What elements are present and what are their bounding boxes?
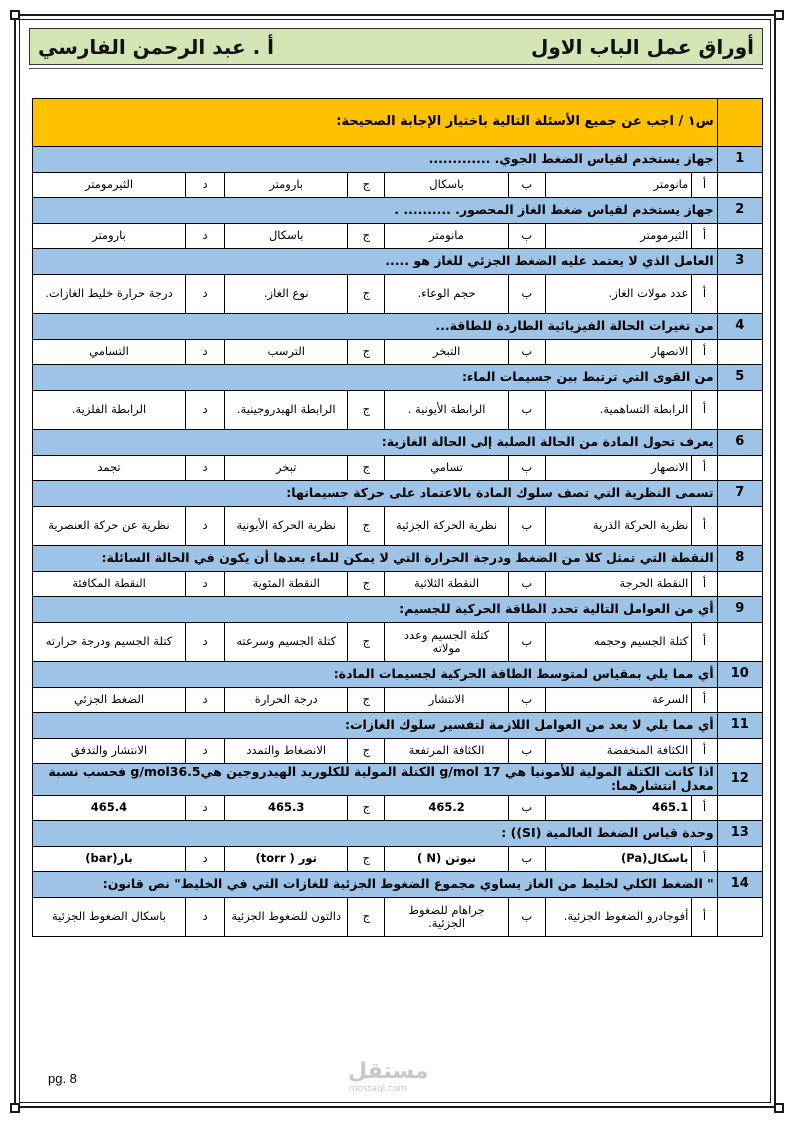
option-a[interactable]: الانصهار [545,340,692,365]
option-b[interactable]: التبخر [385,340,508,365]
question-number: 10 [717,662,762,688]
option-b[interactable]: حجم الوعاء. [385,275,508,314]
watermark-url: mostaql.com [348,1084,408,1094]
option-a[interactable]: كتلة الجسيم وحجمه [545,623,692,662]
option-letter: ج [348,275,385,314]
options-row [33,795,763,820]
option-b[interactable]: الانتشار [385,688,508,713]
option-letter: ب [508,795,545,820]
option-d[interactable]: 465.4 [33,795,186,820]
option-a[interactable]: الثيرمومتر [545,224,692,249]
option-c[interactable]: الانضغاط والتمدد [225,739,348,764]
question-row [33,147,763,173]
option-letter: أ [692,795,717,820]
question-text: اذا كانت الكتلة المولية للأمونيا هي g/mol 17 الكتلة المولية للكلوريد الهيدروجين هيg/mol36.5 فحسب نسبة معدل انتشارهما: [33,764,718,796]
question-number: 9 [717,597,762,623]
option-d[interactable]: باسكال الضغوط الجزئية [33,897,186,936]
option-b[interactable]: الكثافة المرتفعة [385,739,508,764]
instruction-text: س١ / اجب عن جميع الأسئلة التالية باختيار الإجابة الصحيحة: [33,99,718,147]
option-letter: ج [348,456,385,481]
option-d[interactable]: الضغط الجزئي [33,688,186,713]
option-b[interactable]: باسكال [385,173,508,198]
option-a[interactable]: مانومتر [545,173,692,198]
watermark [348,1059,429,1094]
option-a[interactable]: باسكال(Pa) [545,846,692,871]
teacher-name: أ . عبد الرحمن الفارسي [38,34,274,59]
question-text: أي من العوامل التالية تحدد الطاقة الحركية للجسيم: [33,597,718,623]
options-row [33,688,763,713]
question-text: النقطة التي تمثل كلا من الضغط ودرجة الحرارة التي لا يمكن للماء بعدها أن يكون في الحالة السائلة: [33,546,718,572]
option-letter: أ [692,507,717,546]
option-c[interactable]: باسكال [225,224,348,249]
options-row [33,340,763,365]
question-row [33,314,763,340]
options-row [33,897,763,936]
option-d[interactable]: التسامي [33,340,186,365]
option-letter: ج [348,340,385,365]
option-letter: ج [348,795,385,820]
option-letter: ج [348,173,385,198]
option-c[interactable]: تور ( torr) [225,846,348,871]
option-b[interactable]: نيوتن (N ) [385,846,508,871]
option-b[interactable]: الرابطة الأيونية . [385,391,508,430]
option-letter: ب [508,173,545,198]
option-d[interactable]: الانتشار والتدفق [33,739,186,764]
question-row [33,198,763,224]
option-letter: أ [692,572,717,597]
options-row [33,572,763,597]
option-letter: ب [508,391,545,430]
option-letter: ب [508,507,545,546]
option-letter: ج [348,507,385,546]
option-a[interactable]: عدد مولات الغاز. [545,275,692,314]
option-letter: د [185,224,224,249]
option-letter: د [185,391,224,430]
question-number: 1 [717,147,762,173]
option-a[interactable]: 465.1 [545,795,692,820]
option-letter: أ [692,275,717,314]
option-c[interactable]: تبخر [225,456,348,481]
question-row [33,249,763,275]
option-letter: ج [348,572,385,597]
question-text: من القوى التي ترتبط بين جسيمات الماء: [33,365,718,391]
option-c[interactable]: كتلة الجسيم وسرعته [225,623,348,662]
option-b[interactable]: النقطة الثلاثية [385,572,508,597]
option-letter: د [185,275,224,314]
option-letter: ب [508,572,545,597]
option-d[interactable]: بار(bar) [33,846,186,871]
option-b[interactable]: جراهام للضغوط الجزئية. [385,897,508,936]
options-row [33,391,763,430]
watermark-logo-text: مستقل [348,1059,429,1084]
options-row [33,623,763,662]
question-row [33,820,763,846]
question-text: تسمى النظرية التي تصف سلوك المادة بالاعتماد على حركة جسيماتها: [33,481,718,507]
option-letter: د [185,739,224,764]
question-text: من تغيرات الحالة الفيزيائية الطاردة للطاقة... [33,314,718,340]
option-letter: ب [508,275,545,314]
question-row [33,662,763,688]
corner-ornament [774,1103,784,1113]
option-letter: ج [348,688,385,713]
option-c[interactable]: درجة الحرارة [225,688,348,713]
questions-table [32,98,763,937]
options-row [33,456,763,481]
option-letter: أ [692,456,717,481]
question-number: 12 [717,764,762,796]
option-c[interactable]: الرابطة الهيدروجينية. [225,391,348,430]
page-header [29,28,763,65]
option-d[interactable]: تجمد [33,456,186,481]
question-number: 11 [717,713,762,739]
option-b[interactable]: تسامي [385,456,508,481]
option-c[interactable]: الترسب [225,340,348,365]
option-letter: أ [692,688,717,713]
options-row [33,275,763,314]
question-text: العامل الذي لا يعتمد عليه الضغط الجزئي للغاز هو ..... [33,249,718,275]
options-row [33,507,763,546]
question-number: 4 [717,314,762,340]
option-letter: د [185,688,224,713]
option-d[interactable]: النقطة المكافئة [33,572,186,597]
option-letter: ب [508,340,545,365]
option-c[interactable]: 465.3 [225,795,348,820]
option-letter: د [185,340,224,365]
option-letter: أ [692,391,717,430]
option-letter: أ [692,173,717,198]
option-c[interactable]: النقطة المئوية [225,572,348,597]
question-number: 13 [717,820,762,846]
option-letter: د [185,897,224,936]
option-b[interactable]: مانومتر [385,224,508,249]
option-letter: ب [508,224,545,249]
option-d[interactable]: الرابطة الفلزية. [33,391,186,430]
option-d[interactable]: كتلة الجسيم ودرجة حرارته [33,623,186,662]
option-a[interactable]: أفوجادرو الضغوط الجزئية. [545,897,692,936]
options-row [33,224,763,249]
question-text: جهاز يستخدم لقياس الضغط الجوي. ............. [33,147,718,173]
option-letter: ج [348,391,385,430]
option-letter: د [185,572,224,597]
question-text: يعرف تحول المادة من الحالة الصلبة إلى الحالة الغازية: [33,430,718,456]
option-letter: د [185,507,224,546]
page-number: pg. 8 [48,1071,77,1086]
option-letter: د [185,846,224,871]
question-text: جهاز يستخدم لقياس ضغط الغاز المحصور. .......... . [33,198,718,224]
corner-ornament [774,10,784,20]
question-row [33,365,763,391]
option-c[interactable]: دالتون للضغوط الجزئية [225,897,348,936]
option-letter: أ [692,340,717,365]
option-a[interactable]: الانصهار [545,456,692,481]
option-a[interactable]: السرعة [545,688,692,713]
option-letter: ج [348,623,385,662]
options-row [33,739,763,764]
option-letter: د [185,795,224,820]
option-letter: د [185,173,224,198]
question-number: 3 [717,249,762,275]
question-row [33,546,763,572]
corner-ornament [10,10,20,20]
option-letter: أ [692,623,717,662]
option-letter: ب [508,623,545,662]
option-c[interactable]: نوع الغاز. [225,275,348,314]
option-c[interactable]: بارومتر [225,173,348,198]
question-text: " الضغط الكلي لخليط من الغاز يساوي مجموع الضغوط الجزئية للغازات التي في الخليط" نص قانون: [33,871,718,897]
options-row [33,173,763,198]
options-row [33,846,763,871]
option-letter: ج [348,897,385,936]
option-letter: ب [508,897,545,936]
question-row [33,764,763,796]
option-letter: ب [508,739,545,764]
question-text: أي مما يلي لا يعد من العوامل اللازمة لتفسير سلوك الغازات: [33,713,718,739]
option-letter: د [185,623,224,662]
option-b[interactable]: 465.2 [385,795,508,820]
question-number: 14 [717,871,762,897]
option-letter: أ [692,897,717,936]
question-row [33,430,763,456]
option-letter: ج [348,224,385,249]
question-row [33,481,763,507]
option-letter: ب [508,456,545,481]
option-a[interactable]: الكثافة المنخفضة [545,739,692,764]
option-d[interactable]: درجة حرارة خليط الغازات. [33,275,186,314]
question-text: وحدة قياس الضغط العالمية (SI)) : [33,820,718,846]
corner-ornament [10,1103,20,1113]
option-letter: ج [348,846,385,871]
option-d[interactable]: بارومتر [33,224,186,249]
option-letter: ب [508,688,545,713]
question-row [33,597,763,623]
option-b[interactable]: كتلة الجسيم وعدد مولاته [385,623,508,662]
question-number: 6 [717,430,762,456]
question-text: أي مما يلي بمقياس لمتوسط الطاقة الحركية لجسيمات المادة: [33,662,718,688]
question-number: 7 [717,481,762,507]
option-a[interactable]: الرابطة التساهمية. [545,391,692,430]
option-a[interactable]: النقطة الحرجة [545,572,692,597]
option-c[interactable]: نظرية الحركة الأيونية [225,507,348,546]
option-letter: ج [348,739,385,764]
option-letter: أ [692,739,717,764]
option-b[interactable]: نظرية الحركة الجزئية [385,507,508,546]
option-d[interactable]: الثيرمومتر [33,173,186,198]
option-a[interactable]: نظرية الحركة الذرية [545,507,692,546]
question-row [33,713,763,739]
question-row [33,871,763,897]
worksheet-title: أوراق عمل الباب الاول [530,34,754,59]
header-divider [29,68,763,69]
option-d[interactable]: نظرية عن حركة العنصرية [33,507,186,546]
question-number: 2 [717,198,762,224]
option-letter: ب [508,846,545,871]
instruction-row [33,99,763,147]
option-letter: أ [692,846,717,871]
option-letter: د [185,456,224,481]
option-letter: أ [692,224,717,249]
question-number: 5 [717,365,762,391]
question-number: 8 [717,546,762,572]
